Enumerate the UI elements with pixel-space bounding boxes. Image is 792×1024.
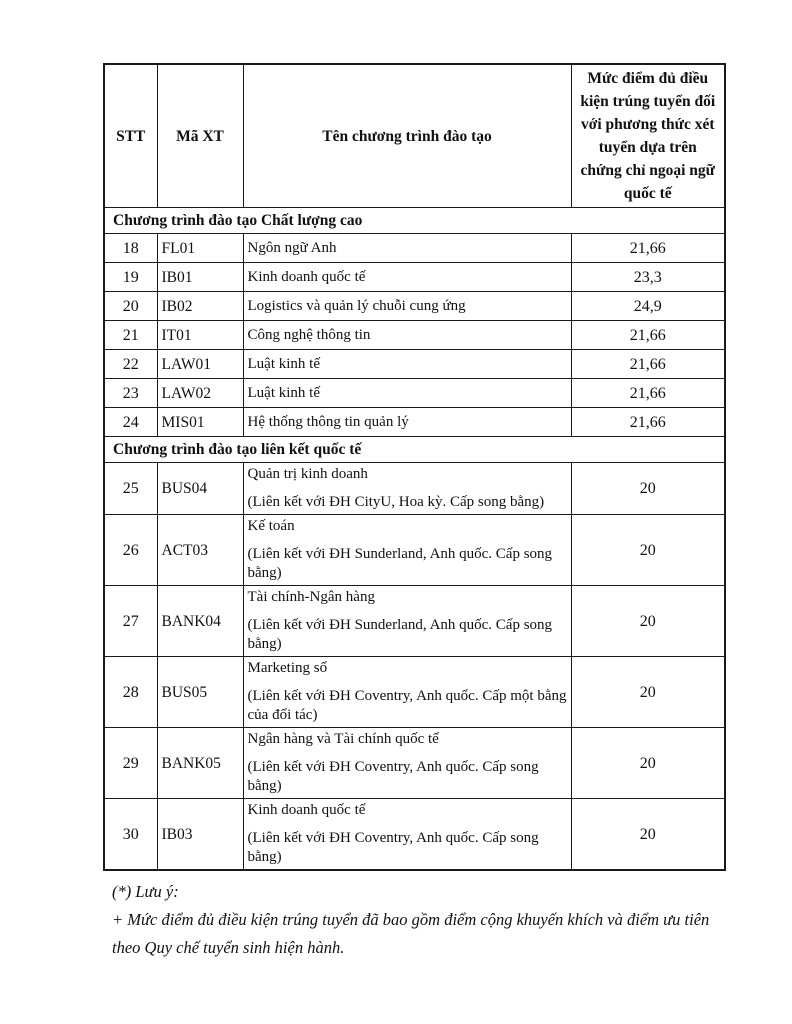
program-code-cell: LAW01	[157, 350, 243, 379]
score-cell: 20	[571, 515, 725, 586]
table-header-row	[104, 64, 725, 208]
table-row	[104, 263, 725, 292]
program-name: Tài chính-Ngân hàng	[247, 589, 375, 605]
column-header-code: Mã XT	[157, 64, 243, 208]
program-code-cell: FL01	[157, 234, 243, 263]
table-body	[104, 208, 725, 871]
footnote-heading: (*) Lưu ý:	[112, 882, 179, 901]
program-name-cell	[243, 292, 571, 321]
table-row	[104, 234, 725, 263]
program-name-cell	[243, 379, 571, 408]
score-cell: 21,66	[571, 321, 725, 350]
program-name: Kinh doanh quốc tế	[247, 802, 366, 818]
table-row	[104, 586, 725, 657]
score-cell: 23,3	[571, 263, 725, 292]
column-header-stt: STT	[104, 64, 157, 208]
section-label: Chương trình đào tạo Chất lượng cao	[104, 208, 725, 234]
program-name: Logistics và quản lý chuỗi cung ứng	[247, 297, 466, 314]
program-name-cell	[243, 263, 571, 292]
program-name: Marketing số	[247, 660, 328, 676]
program-code-cell: LAW02	[157, 379, 243, 408]
score-cell: 20	[571, 728, 725, 799]
program-code-cell: BUS04	[157, 463, 243, 515]
score-cell: 21,66	[571, 234, 725, 263]
table-row	[104, 350, 725, 379]
table-row	[104, 463, 725, 515]
table-row	[104, 728, 725, 799]
program-name: Luật kinh tế	[247, 384, 320, 401]
section-label: Chương trình đào tạo liên kết quốc tế	[104, 437, 725, 463]
row-number-cell: 28	[104, 657, 157, 728]
program-name-cell	[243, 321, 571, 350]
program-note: (Liên kết với ĐH Coventry, Anh quốc. Cấp song bằng)	[247, 759, 539, 794]
program-note: (Liên kết với ĐH Sunderland, Anh quốc. Cấp song bằng)	[247, 546, 553, 581]
column-header-name: Tên chương trình đào tạo	[243, 64, 571, 208]
program-name-cell	[243, 586, 571, 657]
program-code-cell: IB03	[157, 799, 243, 871]
score-cell: 20	[571, 586, 725, 657]
row-number-cell: 24	[104, 408, 157, 437]
program-name: Kinh doanh quốc tế	[247, 268, 366, 285]
table-row	[104, 292, 725, 321]
program-name: Kế toán	[247, 518, 295, 534]
program-name-cell	[243, 657, 571, 728]
program-name: Ngân hàng và Tài chính quốc tế	[247, 731, 439, 747]
row-number-cell: 29	[104, 728, 157, 799]
table-header	[104, 64, 725, 208]
row-number-cell: 25	[104, 463, 157, 515]
row-number-cell: 30	[104, 799, 157, 871]
row-number-cell: 21	[104, 321, 157, 350]
row-number-cell: 18	[104, 234, 157, 263]
program-name-cell	[243, 408, 571, 437]
program-name: Luật kinh tế	[247, 355, 320, 372]
program-name-cell	[243, 515, 571, 586]
footnote-body: + Mức điểm đủ điều kiện trúng tuyển đã bao gồm điểm cộng khuyến khích và điểm ưu tiên theo Quy chế tuyển sinh hiện hành.	[112, 910, 710, 957]
program-note: (Liên kết với ĐH Sunderland, Anh quốc. Cấp song bằng)	[247, 617, 553, 652]
program-name-cell	[243, 234, 571, 263]
row-number-cell: 26	[104, 515, 157, 586]
table-row	[104, 799, 725, 871]
score-cell: 20	[571, 463, 725, 515]
program-code-cell: IB02	[157, 292, 243, 321]
row-number-cell: 27	[104, 586, 157, 657]
score-cell: 24,9	[571, 292, 725, 321]
program-code-cell: IT01	[157, 321, 243, 350]
table-row	[104, 515, 725, 586]
program-name-cell	[243, 799, 571, 871]
program-code-cell: BANK04	[157, 586, 243, 657]
program-name-cell	[243, 350, 571, 379]
program-code-cell: MIS01	[157, 408, 243, 437]
program-code-cell: IB01	[157, 263, 243, 292]
column-header-score: Mức điểm đủ điều kiện trúng tuyển đối với phương thức xét tuyển dựa trên chứng chỉ ngoại ngữ quốc tế	[571, 64, 725, 208]
table-row	[104, 657, 725, 728]
score-cell: 21,66	[571, 379, 725, 408]
score-cell: 21,66	[571, 350, 725, 379]
program-code-cell: ACT03	[157, 515, 243, 586]
table-row	[104, 321, 725, 350]
row-number-cell: 22	[104, 350, 157, 379]
program-note: (Liên kết với ĐH CityU, Hoa kỳ. Cấp song bằng)	[247, 494, 545, 510]
table-row	[104, 379, 725, 408]
program-note: (Liên kết với ĐH Coventry, Anh quốc. Cấp song bằng)	[247, 830, 539, 865]
program-name: Quản trị kinh doanh	[247, 466, 368, 482]
program-name: Ngôn ngữ Anh	[247, 239, 337, 256]
section-row	[104, 208, 725, 234]
program-code-cell: BUS05	[157, 657, 243, 728]
program-name: Hệ thống thông tin quản lý	[247, 413, 409, 430]
program-name: Công nghệ thông tin	[247, 326, 371, 343]
row-number-cell: 20	[104, 292, 157, 321]
row-number-cell: 19	[104, 263, 157, 292]
score-cell: 20	[571, 657, 725, 728]
row-number-cell: 23	[104, 379, 157, 408]
program-code-cell: BANK05	[157, 728, 243, 799]
footnote	[112, 878, 732, 962]
score-cell: 20	[571, 799, 725, 871]
score-cell: 21,66	[571, 408, 725, 437]
program-note: (Liên kết với ĐH Coventry, Anh quốc. Cấp một bằng của đối tác)	[247, 688, 567, 723]
table-row	[104, 408, 725, 437]
program-name-cell	[243, 728, 571, 799]
admission-score-table	[103, 63, 726, 871]
program-name-cell	[243, 463, 571, 515]
section-row	[104, 437, 725, 463]
